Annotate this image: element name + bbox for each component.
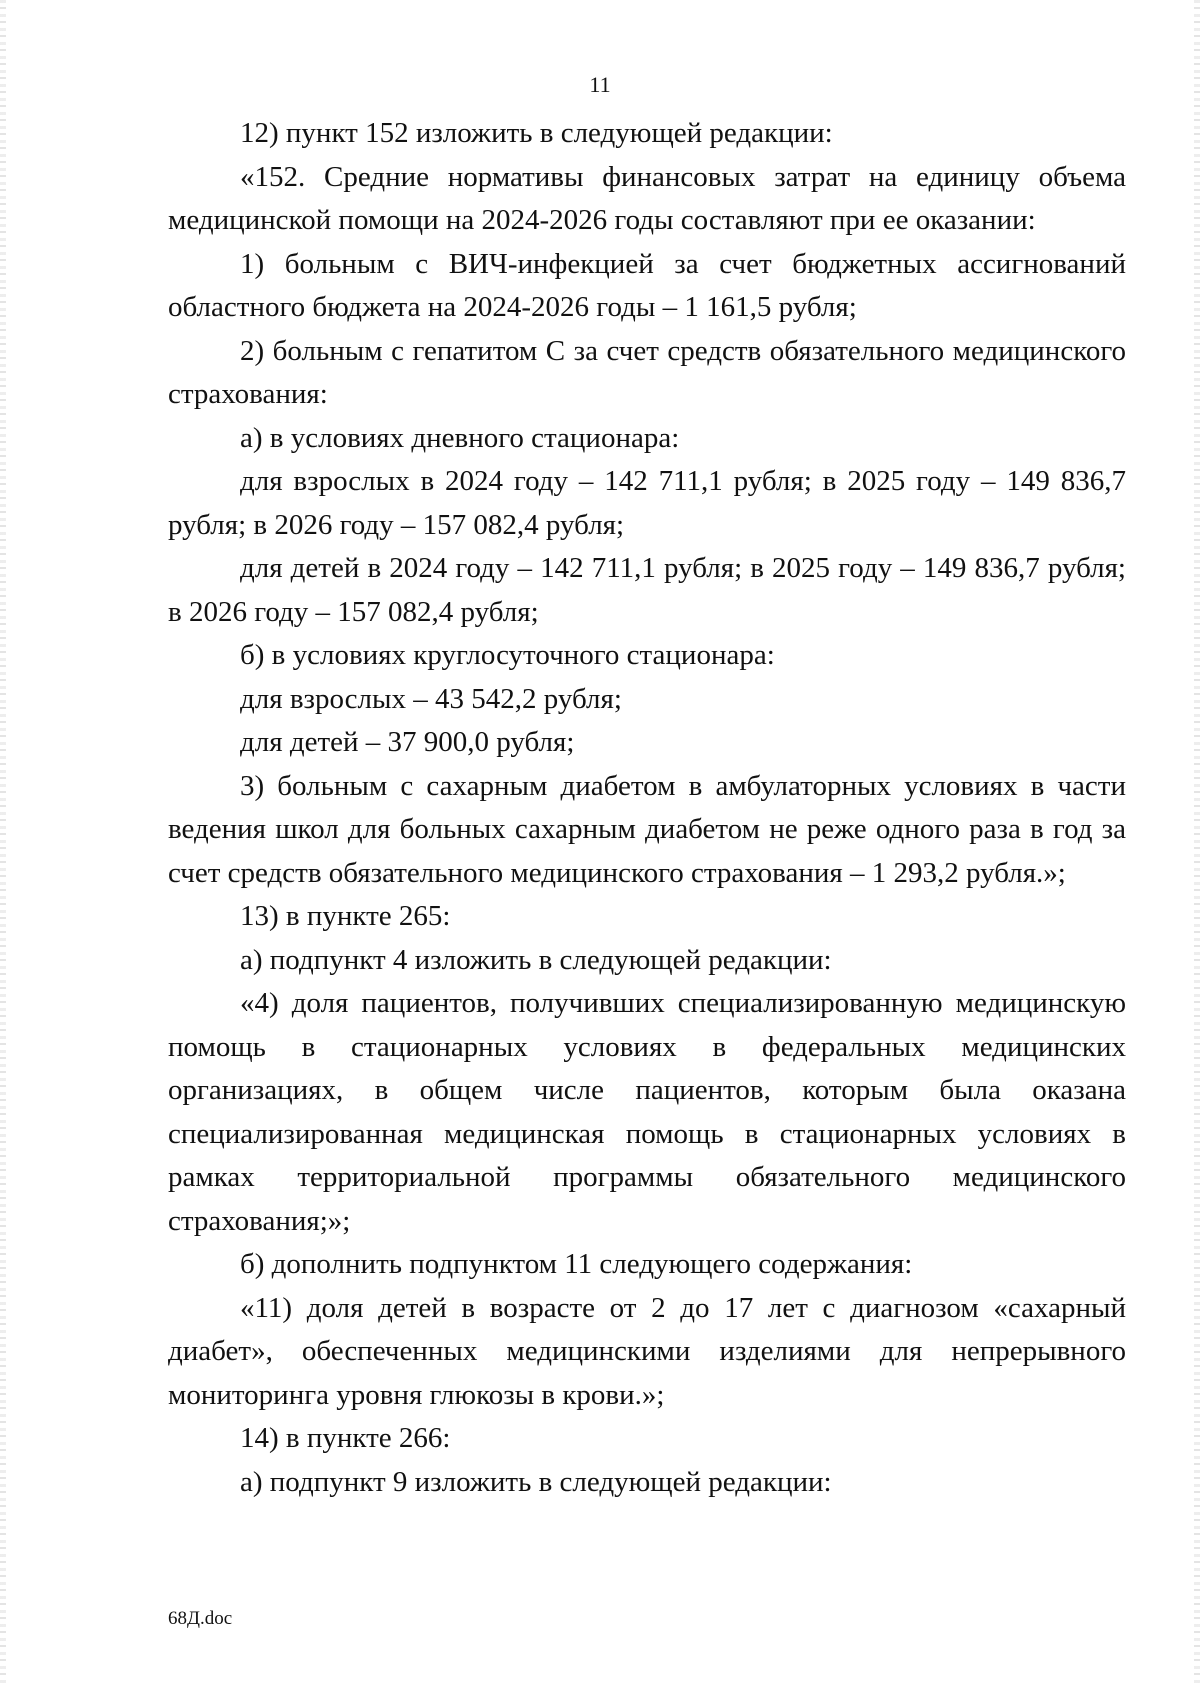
paragraph-day-hospital-adults: для взрослых в 2024 году – 142 711,1 рубля; в 2025 году – 149 836,7 рубля; в 2026 году – 157 082,4 рубля; bbox=[168, 465, 1126, 541]
paragraph-subitem-9-heading: а) подпункт 9 изложить в следующей редакции: bbox=[240, 1465, 832, 1498]
paragraph-item-13: 13) в пункте 265: bbox=[240, 900, 451, 932]
paragraph-hiv: 1) больным с ВИЧ-инфекцией за счет бюджетных ассигнований областного бюджета на 2024-2026 годы – 1 161,5 рубля; bbox=[168, 247, 1126, 323]
paragraph-subitem-11-text: «11) доля детей в возрасте от 2 до 17 лет с диагнозом «сахарный диабет», обеспеченных медицинскими изделиями для непрерывного мониторинга уровня глюкозы в крови.»; bbox=[168, 1291, 1126, 1411]
document-body bbox=[168, 112, 1126, 1504]
paragraph-day-hospital-children: для детей в 2024 году – 142 711,1 рубля; в 2025 году – 149 836,7 рубля; в 2026 году – 157 082,4 рубля; bbox=[168, 552, 1126, 628]
paragraph-subitem-4-text: «4) доля пациентов, получивших специализированную медицинскую помощь в стационарных условиях в федеральных медицинских организациях, в общем числе пациентов, которым была оказана специализированная медицинская помощь в стационарных условиях в рамках территориальной программы обязательного медицинского страхования;»; bbox=[168, 987, 1126, 1237]
paragraph-norms-intro: «152. Средние нормативы финансовых затрат на единицу объема медицинской помощи на 2024-2026 годы составляют при ее оказании: bbox=[168, 160, 1126, 236]
paragraph-diabetes: 3) больным с сахарным диабетом в амбулаторных условиях в части ведения школ для больных сахарным диабетом не реже одного раза в год за счет средств обязательного медицинского страхования – 1 293,2 рубля.»; bbox=[168, 769, 1126, 889]
scan-edge-left bbox=[0, 0, 6, 1686]
page-number: 11 bbox=[589, 72, 611, 97]
footer-file-name: 68Д.doc bbox=[168, 1608, 233, 1629]
paragraph-subitem-11-heading: б) дополнить подпунктом 11 следующего содержания: bbox=[240, 1248, 913, 1280]
paragraph-round-clock-hospital: б) в условиях круглосуточного стационара: bbox=[240, 639, 775, 671]
paragraph-subitem-4-heading: а) подпункт 4 изложить в следующей редакции: bbox=[240, 943, 832, 976]
paragraph-round-clock-children: для детей – 37 900,0 рубля; bbox=[240, 726, 575, 758]
paragraph-day-hospital: а) в условиях дневного стационара: bbox=[240, 421, 680, 454]
paragraph-item-14: 14) в пункте 266: bbox=[240, 1422, 451, 1454]
paragraph-round-clock-adults: для взрослых – 43 542,2 рубля; bbox=[240, 682, 622, 715]
scan-edge-right bbox=[1194, 0, 1200, 1686]
paragraph-hepatitis-c: 2) больным с гепатитом С за счет средств обязательного медицинского страхования: bbox=[168, 334, 1126, 410]
paragraph-item-12: 12) пункт 152 изложить в следующей редакции: bbox=[240, 117, 833, 149]
